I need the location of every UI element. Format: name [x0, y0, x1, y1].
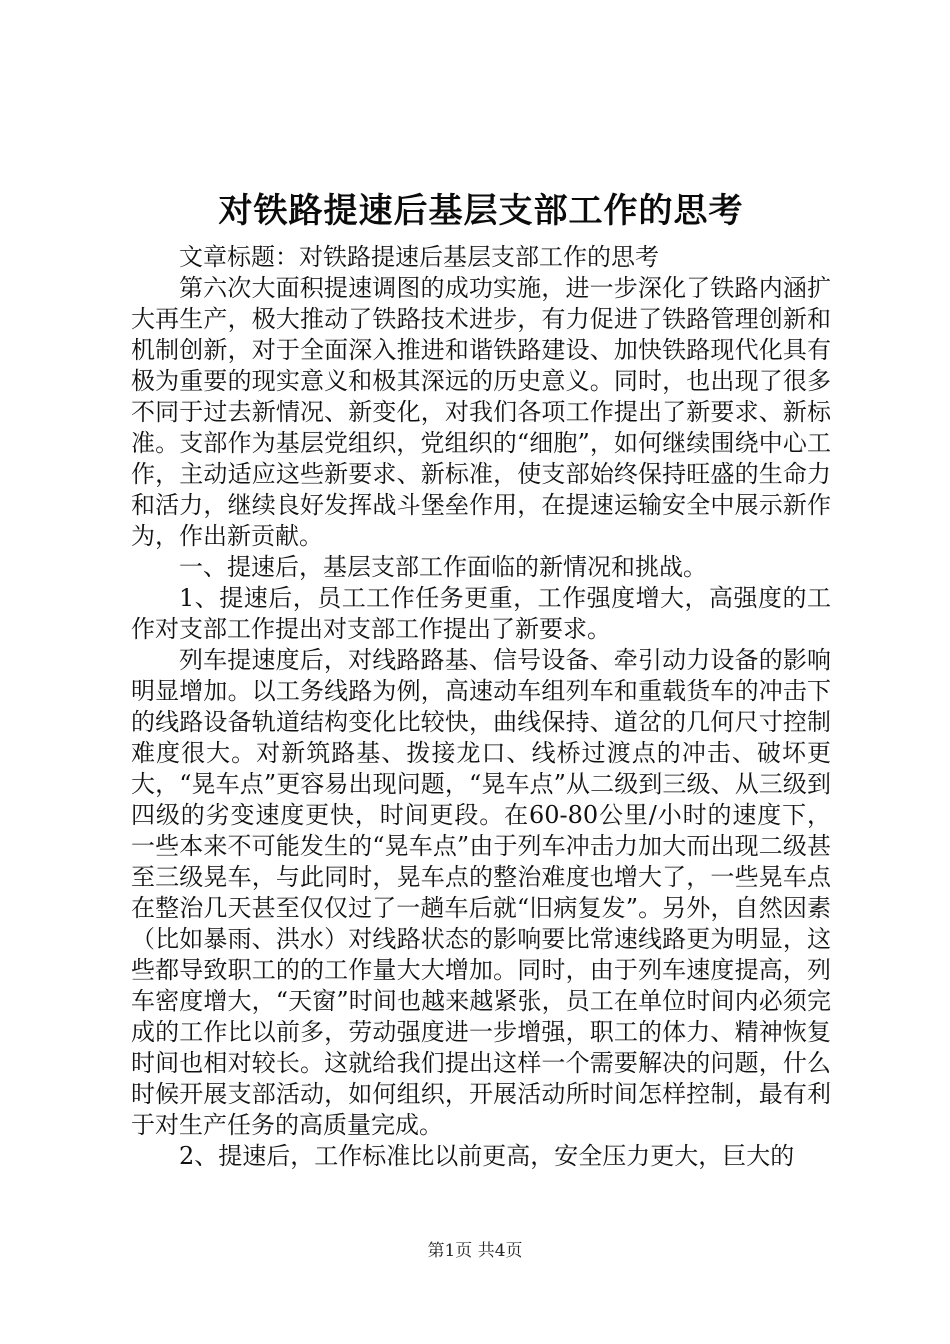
page-footer: 第1页 共4页: [427, 1241, 523, 1261]
paragraph-body: 列车提速度后，对线路路基、信号设备、牵引动力设备的影响明显增加。以工务线路为例，高速动车组列车和重载货车的冲击下的线路设备轨道结构变化比较快，曲线保持、道岔的几何尺寸控制难度很大。对新筑路基、拨接龙口、线桥过渡点的冲击、破坏更大，“晃车点”更容易出现问题，“晃车点”从二级到三级、从三级到四级的劣变速度更快，时间更段。在60-80公里/小时的速度下，一些本来不可能发生的“晃车点”由于列车冲击力加大而出现二级甚至三级晃车，与此同时，晃车点的整治难度也增大了，一些晃车点在整治几天甚至仅仅过了一趟车后就“旧病复发”。另外，自然因素（比如暴雨、洪水）对线路状态的影响要比常速线路更为明显，这些都导致职工的的工作量大大增加。同时，由于列车速度提高，列车密度增大，“天窗”时间也越来越紧张，员工在单位时间内必须完成的工作比以前多，劳动强度进一步增强，职工的体力、精神恢复时间也相对较长。这就给我们提出这样一个需要解决的问题，什么时候开展支部活动，如何组织，开展活动所时间怎样控制，最有利于对生产任务的高质量完成。: [131, 646, 831, 1139]
document-title: 对铁路提速后基层支部工作的思考: [218, 191, 744, 231]
document-body: [131, 242, 831, 1172]
subsection-heading-2: 2、提速后，工作标准比以前更高，安全压力更大，巨大的: [179, 1142, 795, 1170]
paragraph-intro: 第六次大面积提速调图的成功实施，进一步深化了铁路内涵扩大再生产，极大推动了铁路技术进步，有力促进了铁路管理创新和机制创新，对于全面深入推进和谐铁路建设、加快铁路现代化具有极为重要的现实意义和极其深远的历史意义。同时，也出现了很多不同于过去新情况、新变化，对我们各项工作提出了新要求、新标准。支部作为基层党组织，党组织的“细胞”，如何继续围绕中心工作，主动适应这些新要求、新标准，使支部始终保持旺盛的生命力和活力，继续良好发挥战斗堡垒作用，在提速运输安全中展示新作为，作出新贡献。: [131, 274, 831, 550]
document-page: [131, 180, 831, 1172]
section-heading-1: 一、提速后，基层支部工作面临的新情况和挑战。: [179, 553, 707, 581]
subsection-heading-1: 1、提速后，员工工作任务更重，工作强度增大，高强度的工作对支部工作提出对支部工作提出了新要求。: [131, 584, 831, 643]
paragraph-article-heading: 文章标题：对铁路提速后基层支部工作的思考: [179, 243, 659, 271]
